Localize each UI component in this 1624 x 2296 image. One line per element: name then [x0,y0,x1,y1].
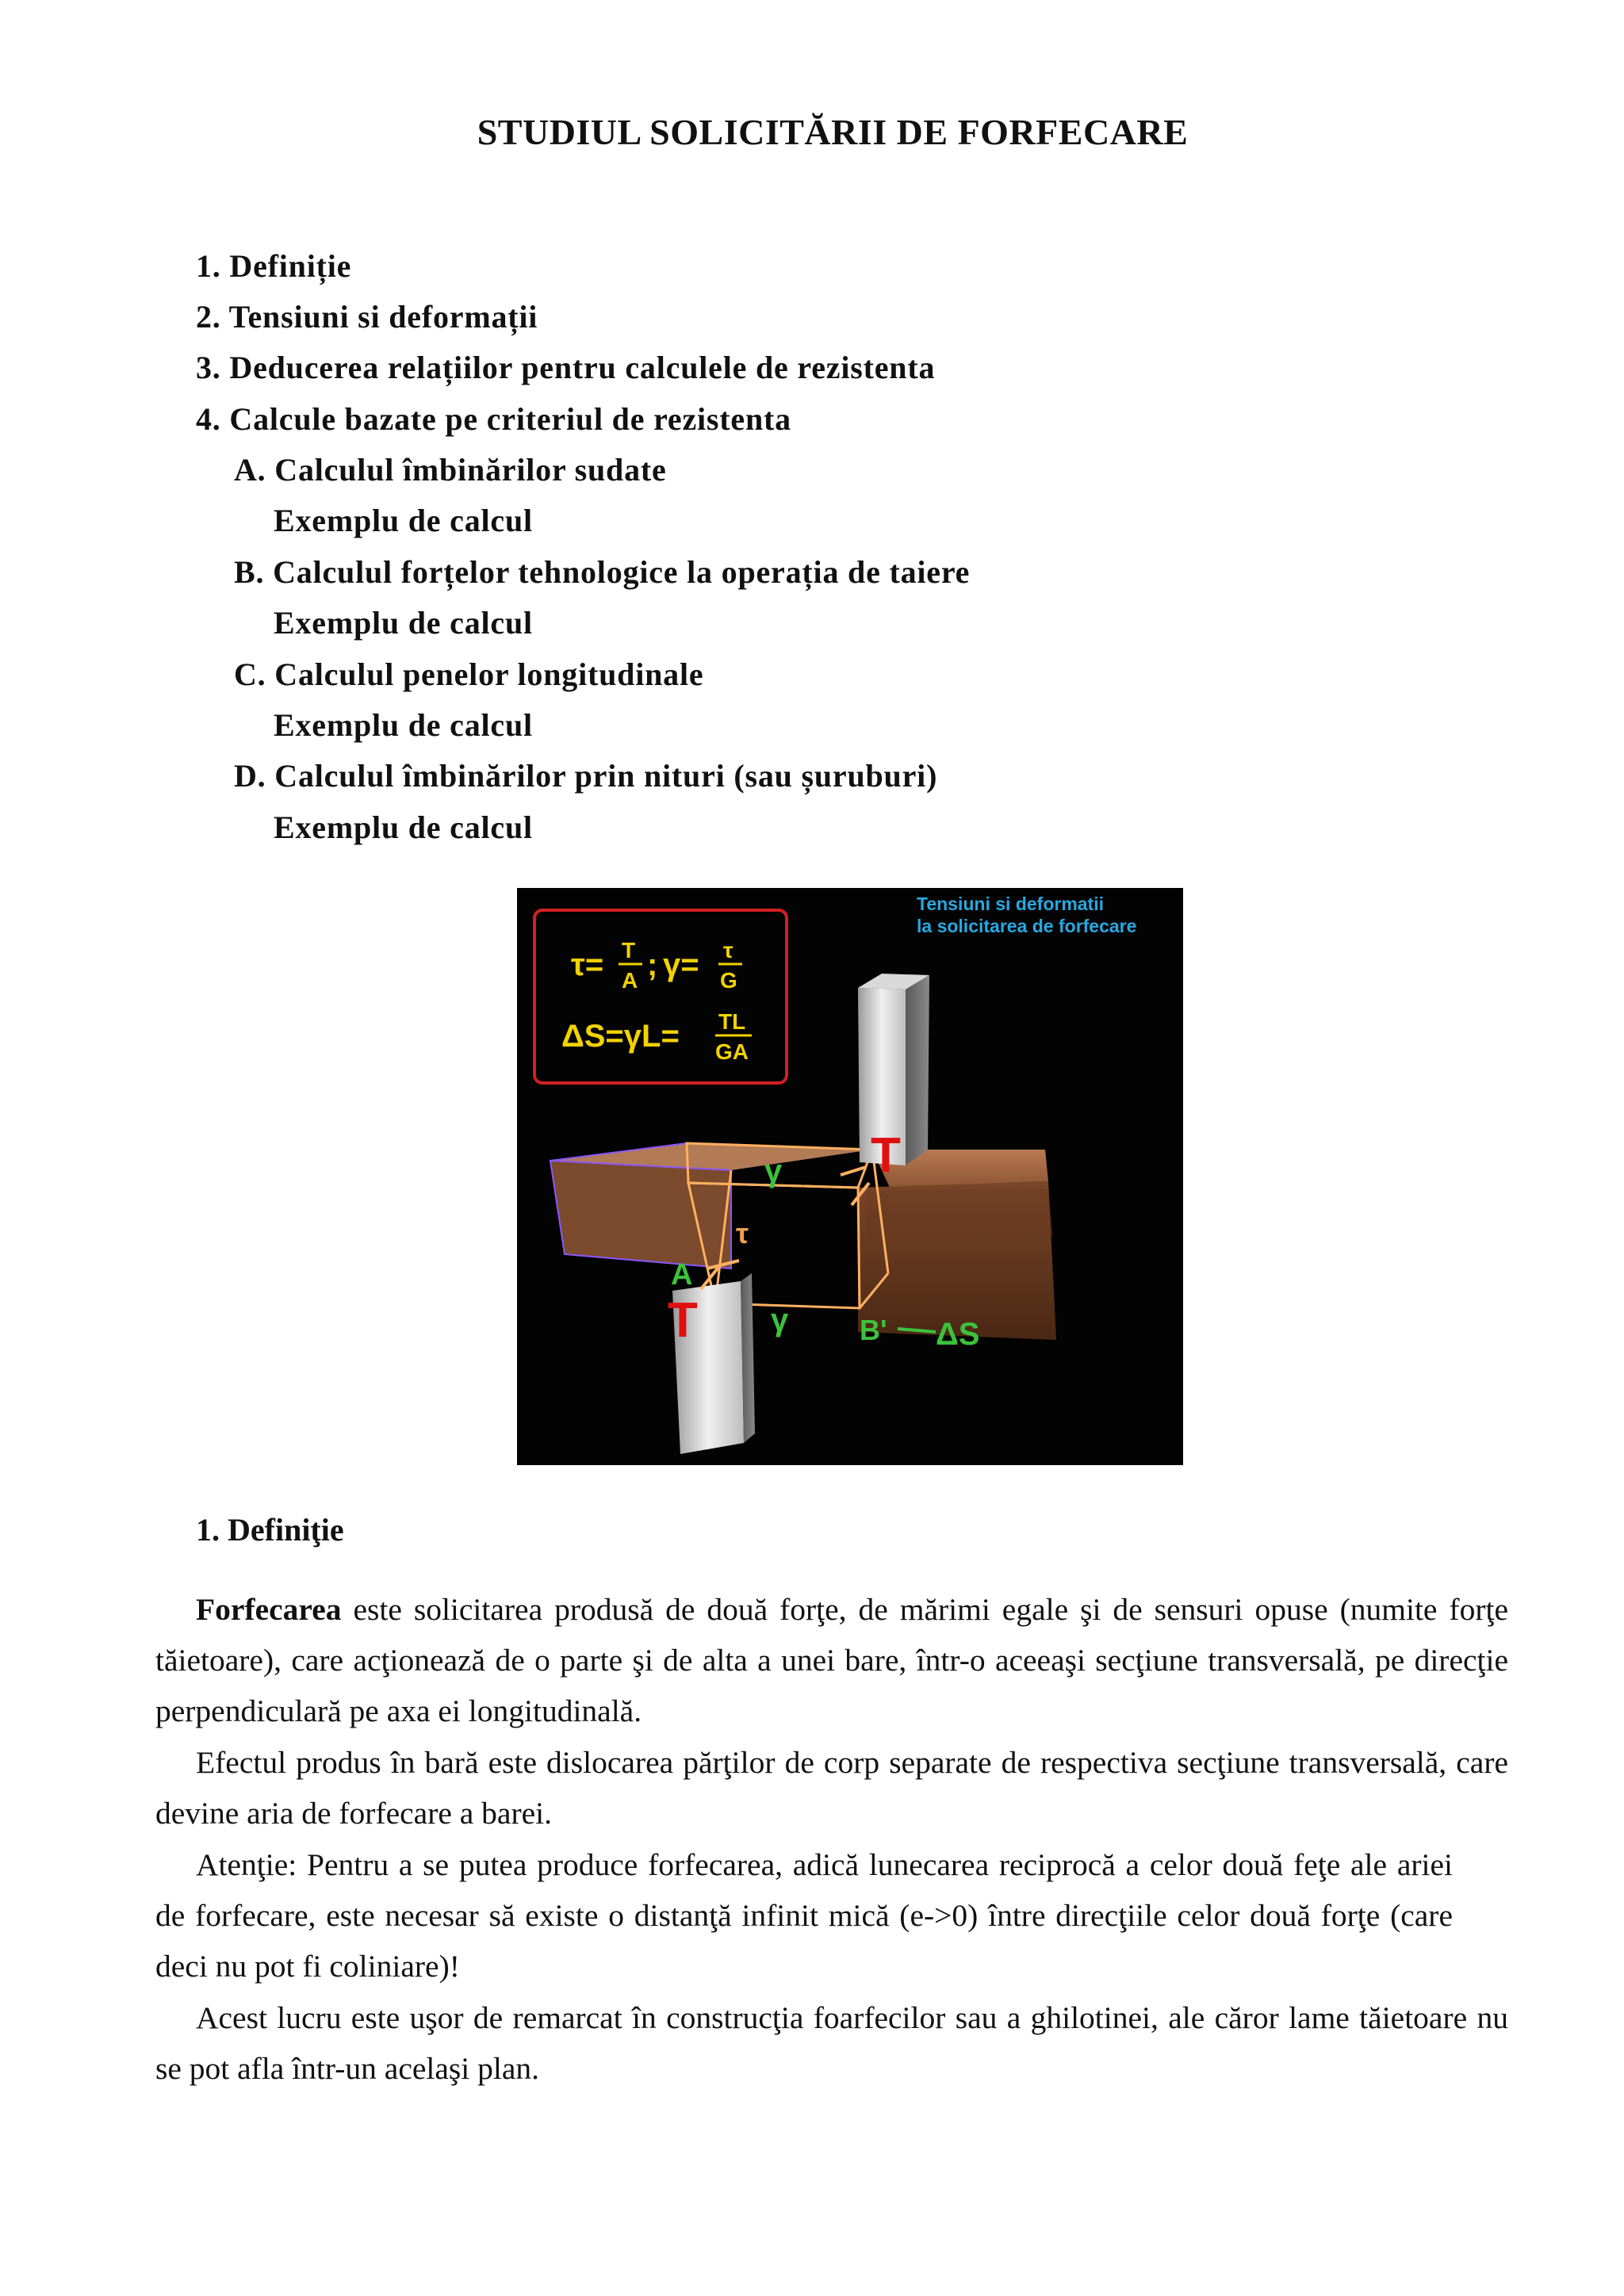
figure-caption-line1: Tensiuni si deformatii [917,894,1104,914]
document-title: STUDIUL SOLICITĂRII DE FORFECARE [477,112,1189,152]
paragraph-2-text: Efectul produs în bară este dislocarea părţilor de corp separate de respectiva secţiune transversală, care devine aria de forfecare a barei. [155,1745,1508,1831]
formula-T: T [622,938,636,962]
point-label-a: A [671,1258,693,1292]
paragraph-1 [155,1584,1508,1736]
formula-GA: GA [715,1039,749,1064]
formula-A: A [622,968,638,993]
gamma-label-top: γ [764,1154,783,1188]
toc-item-1: 1. Definiție [196,248,352,284]
toc-item-4b: B. Calculul forțelor tehnologice la operația de taiere [234,554,971,590]
bold-term: Forfecarea [196,1592,342,1627]
shear-illustration [517,888,1183,1465]
paragraph-3 [155,1839,1453,1992]
force-label-bottom: T [668,1293,698,1348]
toc-item-2: 2. Tensiuni si deformații [196,299,538,335]
toc-item-4: 4. Calcule bazate pe criteriul de rezistenta [196,401,791,437]
point-label-b: B' [860,1314,887,1346]
gamma-label-bottom: γ [771,1303,789,1337]
toc-item-4d: D. Calculul îmbinărilor prin nituri (sau șuruburi) [234,758,938,794]
formula-tau-numerator: τ [723,938,733,962]
section-heading: 1. Definiţie [196,1512,344,1548]
formula-delta-s: ΔS=γL= [561,1019,680,1054]
delta-s-label: ΔS [936,1317,980,1352]
formula-G: G [720,968,737,993]
paragraph-3-text: Atenţie: Pentru a se putea produce forfecarea, adică lunecarea reciprocă a celor două feţe ale ariei de forfecare, este necesar să existe o distanţă infinit mică (e->0) între direcţiile celor două forţe (care deci nu pot fi coliniare)! [155,1847,1453,1984]
toc-item-4c: C. Calculul penelor longitudinale [234,656,704,692]
toc-item-3: 3. Deducerea relațiilor pentru calculele de rezistenta [196,350,936,385]
toc-item-4a: A. Calculul îmbinărilor sudate [234,452,667,488]
toc-item-4c-example: Exemplu de calcul [274,707,533,743]
figure-caption-line2: la solicitarea de forfecare [917,916,1137,936]
force-label-top: T [871,1128,901,1183]
formula-tau: τ= [571,947,604,982]
paragraph-2 [155,1737,1508,1839]
paragraph-1-text: este solicitarea produsă de două forţe, de mărimi egale şi de sensuri opuse (numite forţe tăietoare), care acţionează de o parte şi de alta a unei bare, într-o aceeaşi secţiune transversală, pe direcţie perpendiculară pe axa ei longitudinală. [155,1592,1508,1728]
toc-item-4d-example: Exemplu de calcul [274,809,533,845]
formula-gamma: γ= [663,947,699,982]
paragraph-4-text: Acest lucru este uşor de remarcat în construcţia foarfecilor sau a ghilotinei, ale căror lame tăietoare nu se pot afla într-un acelaşi plan. [155,2000,1508,2086]
tau-label: τ [736,1217,749,1249]
paragraph-4 [155,1992,1508,2094]
formula-semicolon: ; [647,947,658,982]
toc-item-4a-example: Exemplu de calcul [274,503,533,538]
toc-item-4b-example: Exemplu de calcul [274,605,533,641]
formula-TL: TL [718,1009,746,1034]
